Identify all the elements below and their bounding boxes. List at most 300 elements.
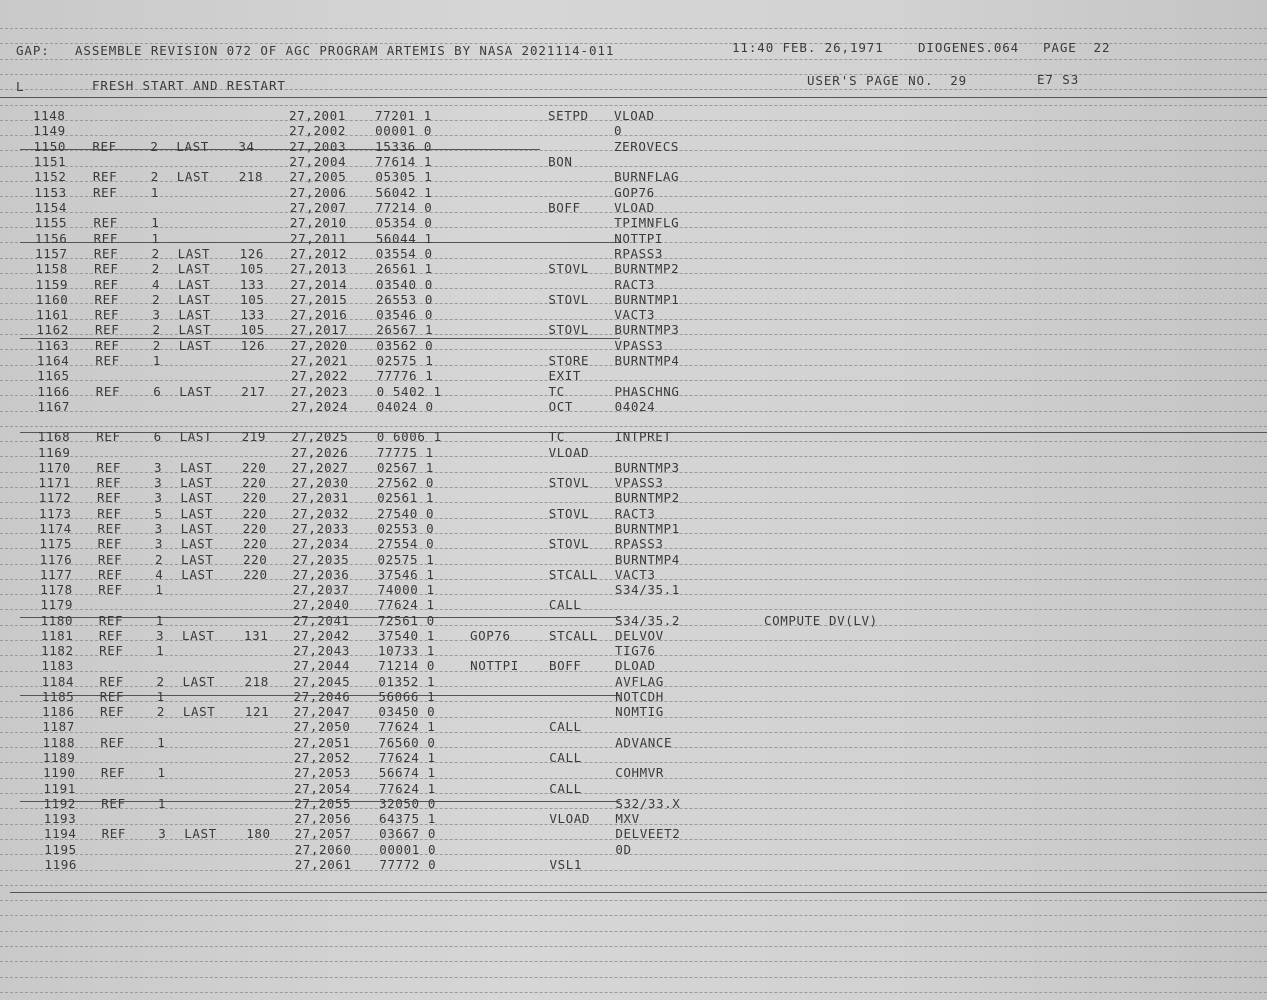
octal-word: 26553 0 [376,291,433,307]
line-number: 1177 [39,566,73,582]
last-marker: LAST [177,245,211,261]
octal-word: 77775 1 [376,444,434,460]
operand: DLOAD [615,658,656,674]
last-page: 218 [238,169,264,185]
address: 27,2012 [290,245,347,261]
opcode: VLOAD [549,811,590,827]
opcode: SETPD [548,108,589,123]
octal-word: 72561 0 [377,612,435,628]
header-prefix: GAP: [16,43,50,58]
last-marker: LAST [181,551,214,567]
address: 27,2023 [291,383,349,399]
last-page: 105 [240,291,265,307]
line-number: 1158 [35,261,68,277]
octal-word: 77772 0 [379,856,437,872]
operand: VPASS3 [614,337,664,353]
ref-marker: REF [94,276,119,292]
ref-count: 3 [155,627,165,643]
operand: 04024 [614,399,656,415]
opcode: BOFF [549,658,582,674]
operand: BURNFLAG [614,169,680,185]
operand: BURNTMP4 [614,551,680,567]
last-page: 220 [243,551,268,567]
operand: RPASS3 [614,536,664,552]
ref-count: 3 [158,826,167,842]
octal-word: 04024 0 [376,399,434,415]
operand: DELVOV [614,627,664,643]
ref-count: 2 [150,138,159,154]
opcode: TC [548,383,565,399]
address: 27,2015 [290,291,348,307]
operand: BURNTMP4 [614,353,680,369]
label: NOTTPI [470,658,519,674]
line-number: 1184 [41,673,75,689]
octal-word: 27562 0 [377,475,434,491]
ref-marker: REF [94,291,119,307]
address: 27,2004 [289,153,347,169]
octal-word: 05305 1 [375,169,433,185]
ref-count: 5 [154,505,163,521]
operand: NOMTIG [615,704,664,720]
ref-count: 3 [154,490,163,506]
last-marker: LAST [176,138,209,154]
line-number: 1188 [42,734,76,750]
ref-marker: REF [93,245,119,261]
ruled-line [0,762,1267,763]
address: 27,2050 [293,719,351,735]
separator-line [10,892,1267,893]
octal-word: 56674 1 [378,765,436,781]
last-page: 131 [243,627,269,643]
octal-word: 77624 1 [378,719,436,735]
last-marker: LAST [177,261,211,277]
operand: MXV [615,811,640,827]
ref-marker: REF [98,566,123,582]
last-marker: LAST [180,475,213,491]
octal-word: 03450 0 [378,704,436,720]
octal-word: 05354 0 [375,215,433,231]
opcode: STOVL [548,475,590,491]
ref-count: 3 [154,536,163,552]
operand: TIG76 [615,643,656,659]
line-number: 1160 [35,291,69,307]
address: 27,2005 [289,169,347,185]
address: 27,2047 [293,704,351,720]
address: 27,2061 [294,856,352,872]
ref-marker: REF [99,673,124,689]
line-number: 1153 [34,184,67,200]
ref-count: 1 [151,215,160,231]
ref-marker: REF [97,505,122,521]
line-number: 1196 [44,856,78,872]
operand: INTPRET [614,429,672,445]
address: 27,2016 [290,307,348,323]
octal-word: 27540 0 [377,505,435,521]
line-number: 1191 [43,780,76,796]
last-marker: LAST [182,704,216,720]
octal-word: 77214 0 [375,199,433,215]
line-number: 1157 [35,245,68,261]
ref-count: 3 [152,307,161,323]
line-number: 1176 [39,551,73,567]
line-number: 1151 [33,153,67,169]
address: 27,2021 [290,353,348,369]
ruled-line [0,931,1267,932]
address: 27,2030 [291,475,349,491]
ref-count: 1 [150,184,160,200]
octal-word: 74000 1 [377,582,435,598]
operand: ZEROVECS [614,138,680,154]
line-number: 1162 [36,322,69,338]
last-marker: LAST [180,490,213,506]
ruled-line [0,854,1267,855]
ref-count: 2 [152,322,161,338]
ref-count: 3 [154,475,163,491]
ref-count: 1 [155,582,164,598]
octal-word: 02561 1 [377,490,435,506]
last-marker: LAST [180,536,214,552]
address: 27,2051 [293,734,351,750]
line-number: 1185 [41,688,75,704]
ref-count: 6 [153,429,162,445]
octal-word: 03562 0 [376,337,434,353]
opcode: TC [548,429,565,445]
opcode: BOFF [548,199,581,215]
line-number: 1178 [40,582,73,598]
ruled-line [0,59,1267,60]
ref-marker: REF [101,795,126,811]
octal-word: 56066 1 [378,688,436,704]
line-number: 1164 [36,353,70,369]
last-page: 220 [242,505,267,521]
line-number: 1193 [43,811,77,827]
last-marker: LAST [178,337,212,353]
last-page: 218 [244,673,269,689]
octal-word: 71214 0 [378,658,436,674]
octal-word: 15336 0 [375,138,433,154]
octal-word: 03667 0 [379,826,437,842]
opcode: BON [548,153,573,169]
last-marker: LAST [180,520,214,536]
section-title: FRESH START AND RESTART [92,78,286,93]
operand: VACT3 [614,566,656,582]
ref-count: 1 [157,734,166,750]
octal-word: 76560 0 [378,734,436,750]
address: 27,2035 [292,551,350,567]
line-number: 1181 [40,627,74,643]
line-number: 1180 [40,612,74,628]
ruled-line [0,609,1267,610]
ref-count: 4 [155,566,164,582]
address: 27,2007 [289,199,347,215]
ref-count: 3 [153,459,163,475]
ruled-line [0,977,1267,978]
operand: S34/35.1 [614,582,680,598]
line-number: 1161 [36,307,69,323]
opcode: STOVL [548,322,590,338]
last-marker: LAST [182,673,215,689]
opcode: CALL [548,597,582,613]
ref-marker: REF [100,765,126,781]
line-number: 1182 [41,643,74,659]
octal-word: 00001 0 [375,123,432,139]
opcode: STCALL [548,627,598,643]
address: 27,2006 [289,184,347,200]
octal-word: 32050 0 [378,795,436,811]
ref-count: 6 [153,383,162,399]
ruled-line [0,166,1267,167]
operand: VPASS3 [614,475,664,491]
ruled-line [0,135,1267,136]
octal-word: 77776 1 [376,368,434,384]
ruled-line [0,105,1267,106]
last-page: 220 [242,490,267,506]
ref-marker: REF [96,475,122,491]
address: 27,2041 [292,612,350,628]
line-number: 1159 [35,276,69,292]
operand: VLOAD [614,108,655,123]
ref-marker: REF [99,688,125,704]
ref-marker: REF [98,612,124,628]
opcode: VLOAD [548,444,590,460]
line-number: 1150 [33,138,66,154]
octal-word: 26561 1 [375,261,433,277]
operand: ADVANCE [615,734,673,750]
last-marker: LAST [179,459,213,475]
line-number: 1187 [42,719,75,735]
octal-word: 03546 0 [376,307,434,323]
last-page: 105 [240,322,265,338]
line-number: 1165 [37,368,70,384]
line-number: 1189 [42,750,76,766]
ruled-line [0,946,1267,947]
octal-word: 00001 0 [379,841,437,857]
ref-marker: REF [97,490,122,506]
operand: 0D [615,841,632,857]
operand: NOTCDH [615,688,664,704]
octal-word: 02567 1 [376,459,434,475]
ref-marker: REF [99,643,124,659]
header-user: DIOGENES.064 [918,40,1020,55]
last-page: 105 [239,261,265,277]
ref-count: 1 [157,795,167,811]
address: 27,2003 [289,138,347,154]
address: 27,2040 [292,597,350,613]
octal-word: 03554 0 [375,245,433,261]
address: 27,2037 [292,582,350,598]
header-time-date: 11:40 FEB. 26,1971 [732,40,884,55]
ref-marker: REF [93,230,119,246]
ruled-line [0,456,1267,457]
ref-marker: REF [93,184,118,200]
ref-marker: REF [100,734,125,750]
address: 27,2043 [293,643,350,659]
octal-word: 0 5402 1 [376,383,442,399]
line-number: 1192 [43,795,77,811]
address: 27,2017 [290,322,348,338]
opcode: STCALL [548,566,598,582]
ruled-line [0,900,1267,901]
octal-word: 02553 0 [377,520,435,536]
ref-count: 4 [151,276,161,292]
ruled-line [0,426,1267,427]
address: 27,2002 [289,123,346,139]
last-page: 220 [242,536,268,552]
last-marker: LAST [179,383,212,399]
operand: 0 [614,123,623,139]
operand: BURNTMP1 [614,520,680,536]
operand: RPASS3 [614,245,664,261]
opcode: STOVL [548,261,589,277]
address: 27,2055 [294,795,352,811]
octal-word: 26567 1 [376,322,434,338]
label: GOP76 [469,627,511,643]
address: 27,2054 [294,780,352,796]
opcode: STORE [548,353,590,369]
ref-count: 2 [152,291,161,307]
ref-count: 2 [155,551,164,567]
ref-marker: REF [95,353,120,369]
address: 27,2034 [292,536,350,552]
line-number: 1190 [43,765,76,781]
address: 27,2022 [291,368,348,384]
users-page-number: USER'S PAGE NO. 29 [807,73,968,88]
ruled-line [0,793,1267,794]
address: 27,2032 [292,505,349,521]
line-number: 1171 [38,475,72,491]
last-marker: LAST [181,627,215,643]
ref-marker: REF [92,138,117,154]
opcode: EXIT [548,368,582,384]
last-marker: LAST [179,429,213,445]
opcode: STOVL [548,505,590,521]
line-number: 1156 [34,230,68,246]
ruled-line [0,915,1267,916]
operand: BURNTMP2 [614,261,680,277]
line-number: 1169 [38,444,71,460]
address: 27,2052 [293,750,351,766]
ruled-line [0,732,1267,733]
operand: PHASCHNG [614,383,680,399]
comment: COMPUTE DV(LV) [764,612,878,628]
ruled-line [0,961,1267,962]
opcode: OCT [548,399,573,415]
address: 27,2031 [291,490,349,506]
last-page: 220 [242,475,267,491]
octal-word: 10733 1 [378,643,435,659]
operand: RACT3 [614,505,656,521]
ref-count: 1 [156,688,165,704]
line-number: 1168 [37,429,71,445]
operand: S34/35.2 [614,612,680,628]
opcode: VSL1 [549,856,582,872]
line-number: 1167 [37,399,71,415]
operand: GOP76 [614,184,655,200]
ref-count: 1 [151,230,160,246]
octal-word: 77201 1 [375,108,432,123]
address: 27,2026 [291,444,349,460]
address: 27,2045 [293,673,351,689]
line-number: 1154 [34,199,67,215]
ref-marker: REF [96,459,121,475]
ref-marker: REF [98,627,124,643]
ruled-line [0,870,1267,871]
ref-marker: REF [94,307,120,323]
address: 27,2056 [294,811,352,827]
address: 27,2027 [291,459,349,475]
octal-word: 77624 1 [377,597,435,613]
line-number: 1195 [44,841,77,857]
octal-word: 02575 1 [377,551,435,567]
last-marker: LAST [178,307,211,323]
last-page: 133 [239,276,265,292]
address: 27,2057 [294,826,352,842]
octal-word: 37540 1 [377,627,435,643]
address: 27,2011 [289,230,347,246]
opcode: CALL [549,780,582,796]
last-marker: LAST [176,169,210,185]
ref-marker: REF [97,520,122,536]
last-marker: LAST [184,826,217,842]
ref-marker: REF [95,337,120,353]
last-page: 34 [238,138,255,154]
opcode: CALL [549,719,582,735]
operand: RACT3 [614,276,655,292]
last-page: 121 [244,704,270,720]
operand: VLOAD [614,199,655,215]
last-marker: LAST [181,566,214,582]
address: 27,2033 [292,520,349,536]
ref-marker: REF [99,704,125,720]
ruled-line [0,992,1267,993]
address: 27,2044 [293,658,351,674]
address: 27,2010 [289,215,347,231]
last-page: 133 [240,307,265,323]
last-marker: LAST [178,291,211,307]
last-marker: LAST [180,505,214,521]
address: 27,2060 [294,841,352,857]
ref-count: 1 [155,612,164,628]
address: 27,2036 [292,566,350,582]
line-number: 1172 [38,490,72,506]
ruled-line [0,380,1267,381]
last-page: 220 [242,520,268,536]
line-number: 1148 [33,108,66,123]
octal-word: 27554 0 [377,536,435,552]
operand: S32/33.X [615,795,681,811]
octal-word: 37546 1 [377,566,435,582]
operand: BURNTMP2 [614,490,680,506]
last-page: 220 [241,459,267,475]
ref-count: 3 [154,520,163,536]
line-number: 1194 [44,826,77,842]
last-page: 220 [243,566,268,582]
ruled-line [0,885,1267,886]
last-page: 219 [241,429,266,445]
octal-word: 56044 1 [375,230,433,246]
ref-marker: REF [97,551,123,567]
octal-word: 01352 1 [378,673,436,689]
ref-marker: REF [95,383,121,399]
octal-word: 03540 0 [375,276,433,292]
ref-marker: REF [96,429,121,445]
ref-marker: REF [94,322,120,338]
line-number: 1152 [33,169,67,185]
address: 27,2046 [293,688,351,704]
ref-marker: REF [97,536,123,552]
octal-word: 64375 1 [379,811,436,827]
line-number: 1155 [34,215,68,231]
